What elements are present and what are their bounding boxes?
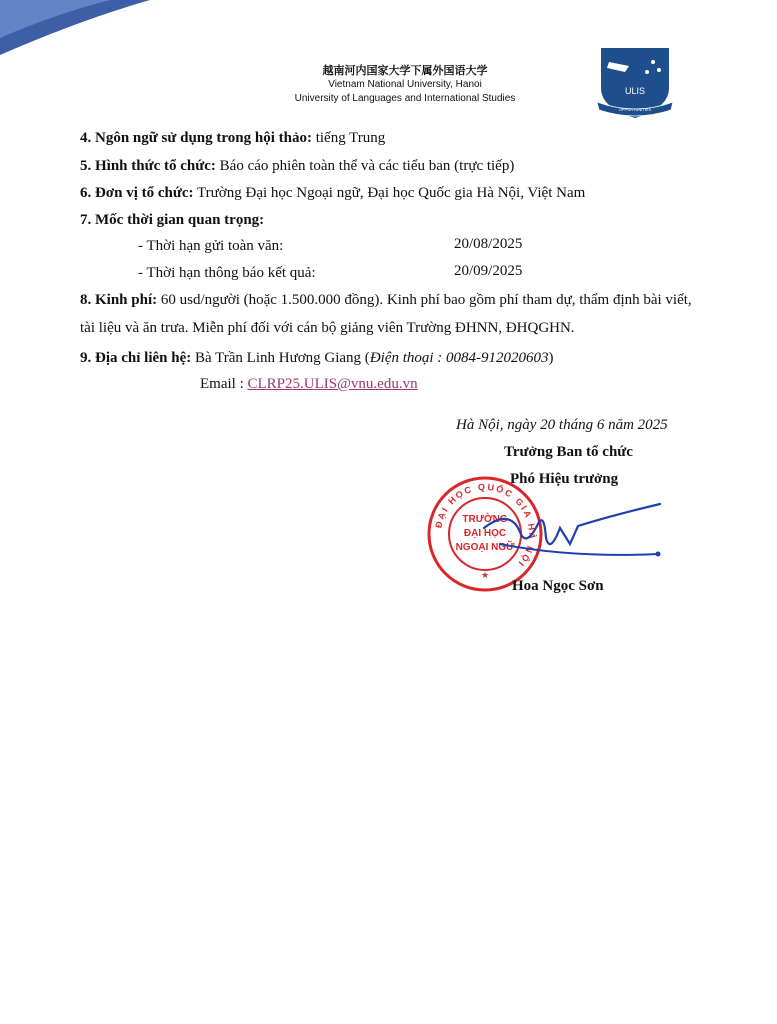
item-organizer-value: Trường Đại học Ngoại ngữ, Đại học Quốc gia Hà Nội, Việt Nam [193, 185, 586, 201]
place-date: Hà Nội, ngày 20 tháng 6 năm 2025 [456, 417, 668, 433]
item-timeline-label: 7. Mốc thời gian quan trọng: [80, 212, 265, 228]
item-fee-label: 8. Kinh phí: [80, 292, 158, 308]
timeline-row-date: 20/08/2025 [454, 236, 523, 252]
stamp-ring-text: ĐẠI HỌC QUỐC GIA HÀ NỘI [433, 481, 538, 570]
item-language-label: 4. Ngôn ngữ sử dụng trong hội thảo: [80, 130, 312, 146]
university-header [260, 64, 550, 106]
signer-title-1: Trưởng Ban tổ chức [504, 444, 633, 460]
timeline-row-date: 20/09/2025 [454, 263, 523, 279]
signer-title-2: Phó Hiệu trưởng [510, 471, 619, 487]
contact-email-row [200, 374, 418, 394]
item-fee [80, 290, 692, 310]
item-fee-line-2: tài liệu và ăn trưa. Miễn phí đối với cán bộ giảng viên Trường ĐHNN, ĐHQGHN. [80, 320, 575, 336]
corner-decoration [0, 0, 160, 60]
contact-phone: Điện thoại : 0084-912020603 [369, 350, 549, 366]
item-organizer-label: 6. Đơn vị tổ chức: [80, 185, 194, 201]
item-organizer [80, 183, 585, 203]
logo-text: ULIS [624, 86, 646, 96]
header-line-2: University of Languages and International Studies [294, 93, 516, 104]
ulis-logo [595, 44, 675, 120]
item-fee-value-1: 60 usd/người (hoặc 1.500.000 đồng). Kinh phí bao gồm phí tham dự, thẩm định bài viết, [157, 292, 692, 308]
item-format-label: 5. Hình thức tổ chức: [80, 158, 216, 174]
contact-close: ) [548, 350, 554, 366]
item-language [80, 128, 385, 148]
contact-name: Bà Trần Linh Hương Giang ( [191, 350, 370, 366]
signer-name: Hoa Ngọc Sơn [512, 578, 604, 594]
header-chinese-name: 越南河内国家大学下属外国语大学 [322, 65, 488, 77]
item-format-value: Báo cáo phiên toàn thể và các tiểu ban (trực tiếp) [215, 158, 515, 174]
item-contact-label: 9. Địa chỉ liên hệ: [80, 350, 192, 366]
stamp-line-2: ĐẠI HỌC [463, 528, 507, 539]
item-language-value: tiếng Trung [311, 130, 386, 146]
stamp-line-3: NGOẠI NGỮ [455, 542, 515, 553]
timeline-row-label: - Thời hạn thông báo kết quả: [138, 265, 316, 281]
timeline-row [138, 263, 316, 283]
item-contact [80, 348, 554, 368]
stamp-star-icon: ★ [480, 570, 490, 580]
contact-email-label: Email : [200, 376, 244, 392]
header-line-1: Vietnam National University, Hanoi [328, 79, 482, 90]
item-format [80, 156, 514, 176]
timeline-row [138, 236, 283, 256]
contact-email-link[interactable]: CLRP25.ULIS@vnu.edu.vn [247, 376, 418, 392]
stamp-line-1: TRƯỜNG [462, 514, 508, 525]
logo-banner: OPPORTUNITIES [618, 107, 652, 112]
timeline-row-label: - Thời hạn gửi toàn văn: [138, 238, 284, 254]
item-timeline [80, 210, 264, 230]
handwritten-signature [480, 498, 670, 568]
